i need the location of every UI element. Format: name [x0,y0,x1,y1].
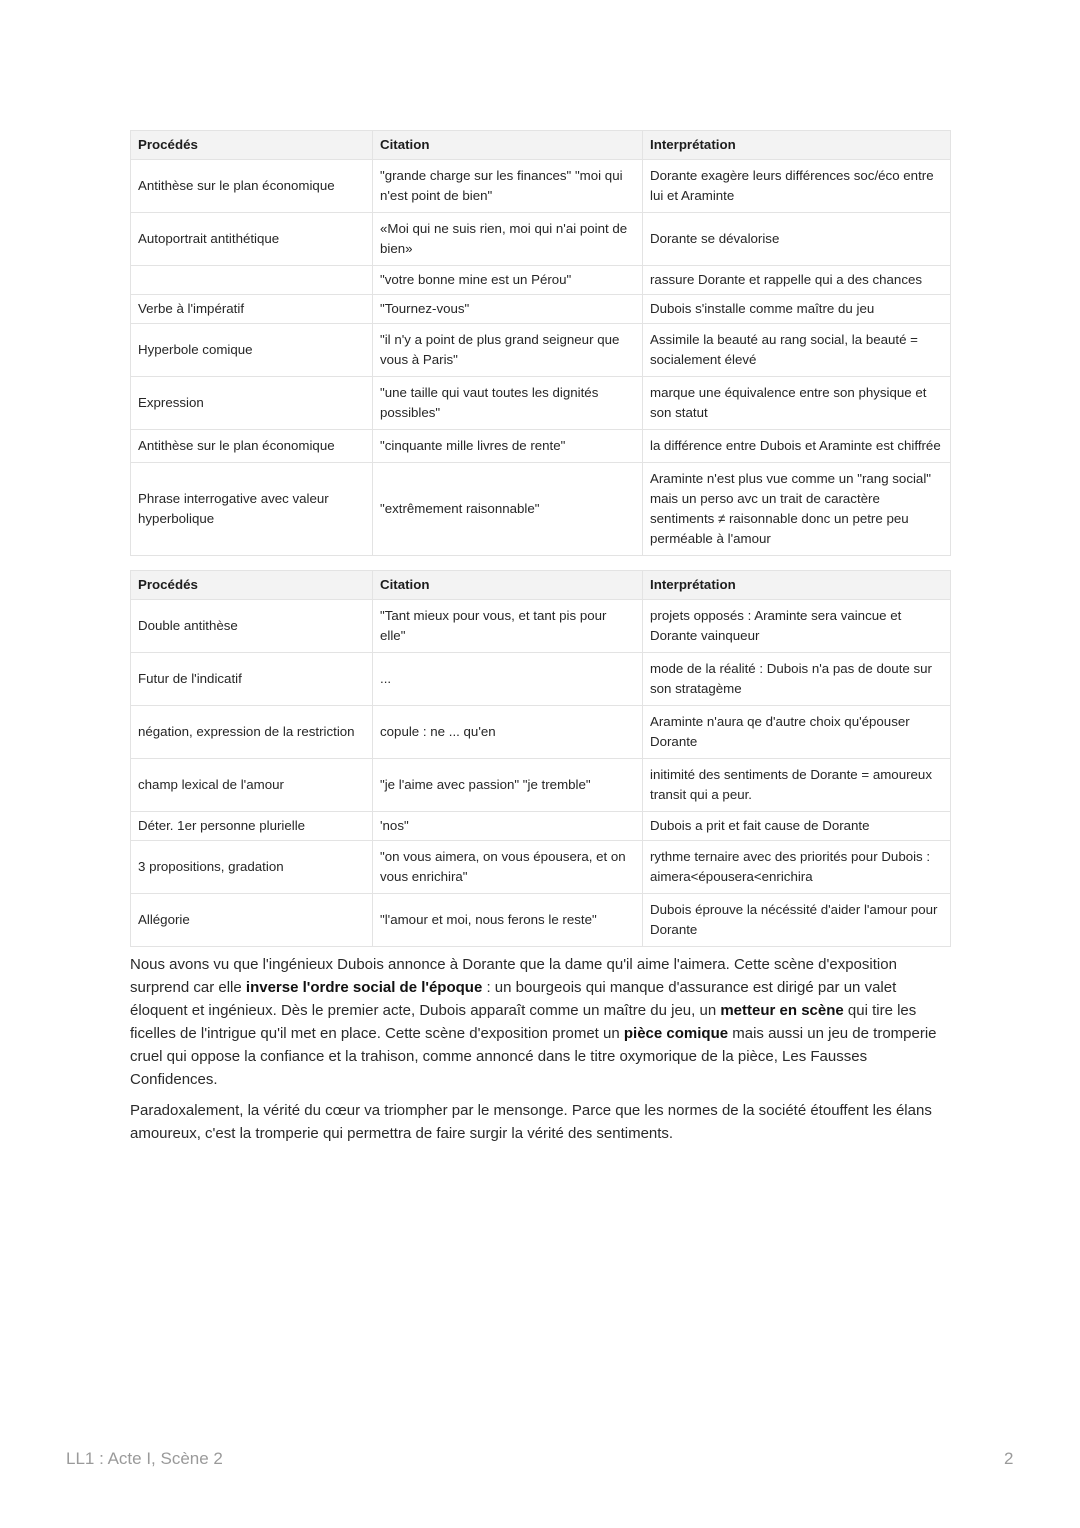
table-row [131,759,951,812]
citation-cell: "votre bonne mine est un Pérou" [373,266,643,295]
citation-cell: "une taille qui vaut toutes les dignités possibles" [373,377,643,430]
table-header-row [131,571,951,600]
conclusion-text: mais aussi un jeu de tromperie cruel qui oppose la confiance et la trahison, comme annoncé dans le titre oxymorique de la pièce, Les Fausses Confidences. [130,1025,937,1088]
interpretation-cell: Dubois s'installe comme maître du jeu [643,295,951,324]
citation-cell: copule : ne ... qu'en [373,706,643,759]
table-header-row [131,131,951,160]
interpretation-cell: la différence entre Dubois et Araminte est chiffrée [643,430,951,463]
procede-cell: Antithèse sur le plan économique [131,430,373,463]
interpretation-cell: Assimile la beauté au rang social, la beauté = socialement élevé [643,324,951,377]
footer-page-number: 2 [1004,1449,1014,1468]
citation-cell: 'nos" [373,812,643,841]
citation-cell: "l'amour et moi, nous ferons le reste" [373,894,643,947]
table-row [131,324,951,377]
interpretation-cell: initimité des sentiments de Dorante = amoureux transit qui a peur. [643,759,951,812]
table-row [131,295,951,324]
conclusion-text: : un bourgeois qui manque d'assurance est dirigé par un valet éloquent et ingénieux. Dès le premier acte, Dubois apparaît comme un maître du jeu, un [130,979,897,1019]
column-header-citation: Citation [373,131,643,160]
page-content [130,130,950,1145]
column-header-procedes: Procédés [131,131,373,160]
interpretation-cell: Dubois éprouve la nécéssité d'aider l'amour pour Dorante [643,894,951,947]
conclusion-paragraph-2: Paradoxalement, la vérité du cœur va triompher par le mensonge. Parce que les normes de la société étouffent les élans amoureux, c'est la tromperie qui permettra de faire surgir la vérité des sentiments. [130,1102,932,1142]
citation-cell: "il n'y a point de plus grand seigneur que vous à Paris" [373,324,643,377]
table-row [131,213,951,266]
interpretation-cell: projets opposés : Araminte sera vaincue et Dorante vainqueur [643,600,951,653]
table-row [131,841,951,894]
procede-cell: Allégorie [131,894,373,947]
table-row [131,706,951,759]
table-row [131,160,951,213]
citation-cell: "grande charge sur les finances" "moi qui n'est point de bien" [373,160,643,213]
procede-cell: Autoportrait antithétique [131,213,373,266]
interpretation-cell: rassure Dorante et rappelle qui a des chances [643,266,951,295]
interpretation-cell: rythme ternaire avec des priorités pour Dubois : aimera<épousera<enrichira [643,841,951,894]
column-header-procedes: Procédés [131,571,373,600]
citation-cell: "Tant mieux pour vous, et tant pis pour elle" [373,600,643,653]
analysis-table-1 [130,130,951,556]
citation-cell: "Tournez-vous" [373,295,643,324]
table-row [131,377,951,430]
interpretation-cell: Araminte n'est plus vue comme un "rang social" mais un perso avc un trait de caractère sentiments ≠ raisonnable donc un petre peu perméable à l'amour [643,463,951,556]
table-row [131,430,951,463]
procede-cell: Phrase interrogative avec valeur hyperbolique [131,463,373,556]
citation-cell: "je l'aime avec passion" "je tremble" [373,759,643,812]
conclusion-emphasis: pièce comique [623,1025,729,1042]
procede-cell: Antithèse sur le plan économique [131,160,373,213]
conclusion-emphasis: inverse l'ordre social de l'époque [245,979,483,996]
interpretation-cell: mode de la réalité : Dubois n'a pas de doute sur son stratagème [643,653,951,706]
procede-cell: Expression [131,377,373,430]
table-row [131,266,951,295]
table-row [131,894,951,947]
column-header-interpretation: Interprétation [643,571,951,600]
procede-cell: Futur de l'indicatif [131,653,373,706]
procede-cell: Déter. 1er personne plurielle [131,812,373,841]
conclusion-text: Nous avons vu que l'ingénieux Dubois annonce à Dorante que la dame qu'il aime l'aimera. Cette scène d'exposition surprend car elle [130,956,897,996]
table-row [131,653,951,706]
table-row [131,463,951,556]
table-row [131,812,951,841]
interpretation-cell: Araminte n'aura qe d'autre choix qu'épouser Dorante [643,706,951,759]
procede-cell: négation, expression de la restriction [131,706,373,759]
column-header-citation: Citation [373,571,643,600]
procede-cell: Double antithèse [131,600,373,653]
citation-cell: "cinquante mille livres de rente" [373,430,643,463]
procede-cell: Verbe à l'impératif [131,295,373,324]
column-header-interpretation: Interprétation [643,131,951,160]
footer-document-title: LL1 : Acte I, Scène 2 [66,1449,223,1468]
procede-cell [131,266,373,295]
conclusion-emphasis: metteur en scène [720,1002,844,1019]
interpretation-cell: Dorante exagère leurs différences soc/éco entre lui et Araminte [643,160,951,213]
citation-cell: "on vous aimera, on vous épousera, et on vous enrichira" [373,841,643,894]
citation-cell: «Moi qui ne suis rien, moi qui n'ai point de bien» [373,213,643,266]
procede-cell: Hyperbole comique [131,324,373,377]
interpretation-cell: marque une équivalence entre son physique et son statut [643,377,951,430]
procede-cell: 3 propositions, gradation [131,841,373,894]
citation-cell: ... [373,653,643,706]
citation-cell: "extrêmement raisonnable" [373,463,643,556]
table-row [131,600,951,653]
analysis-table-2 [130,570,951,947]
procede-cell: champ lexical de l'amour [131,759,373,812]
conclusion-text: qui tire les ficelles de l'intrigue qu'il met en place. Cette scène d'exposition promet un [130,1002,917,1042]
interpretation-cell: Dubois a prit et fait cause de Dorante [643,812,951,841]
conclusion-paragraph-1 [130,953,950,1091]
interpretation-cell: Dorante se dévalorise [643,213,951,266]
